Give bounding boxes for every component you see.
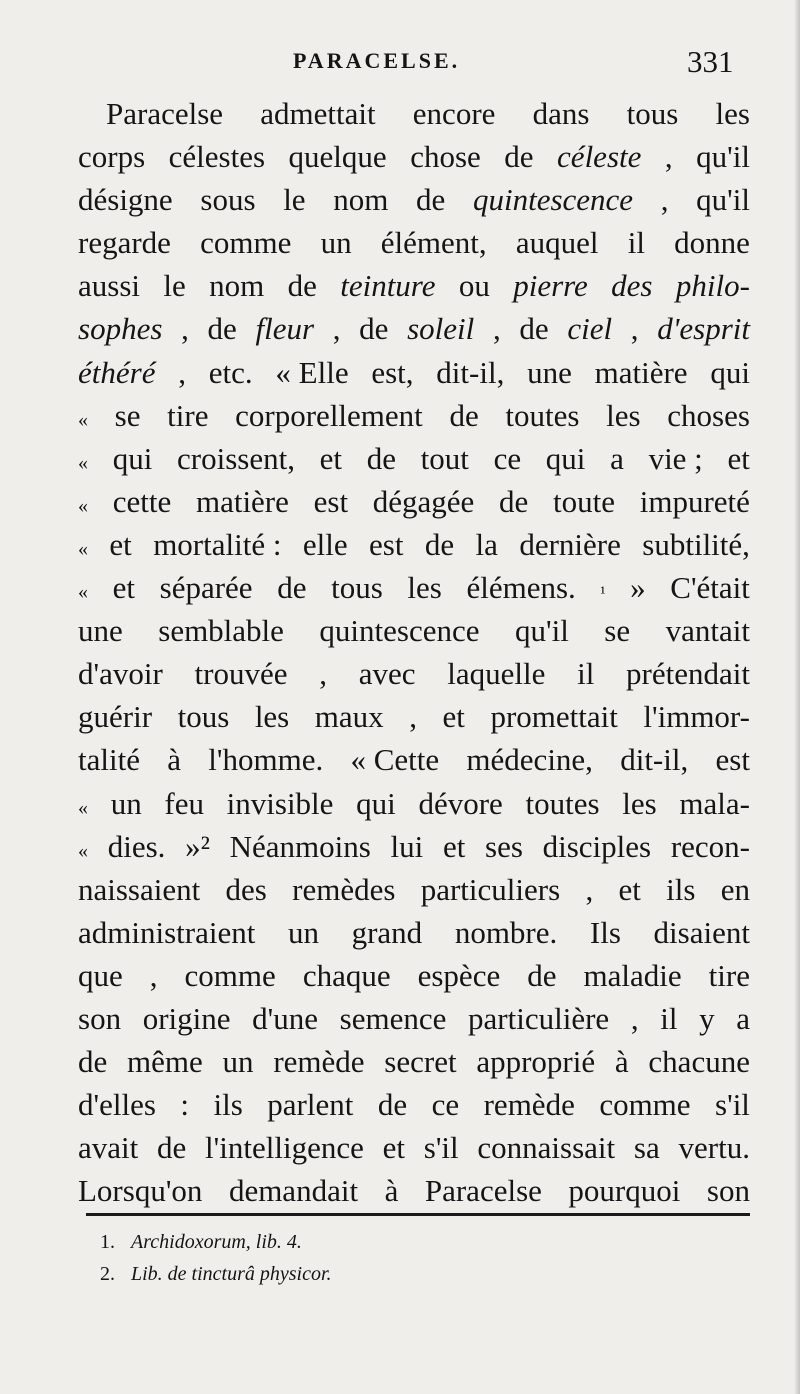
word: , — [149, 957, 158, 993]
word: laquelle — [447, 656, 546, 692]
footnote-number: 1. — [100, 1231, 115, 1253]
word: particuliers — [420, 871, 561, 907]
word: et — [442, 828, 466, 864]
word: croissent, — [177, 440, 295, 476]
word: de — [78, 1044, 108, 1080]
word: de — [277, 570, 307, 606]
word: nom — [333, 182, 389, 218]
text-line — [78, 1040, 750, 1083]
text-line — [78, 825, 750, 868]
text-line — [78, 738, 750, 781]
text-line — [78, 351, 750, 394]
word: ou — [458, 268, 490, 304]
word: feu — [164, 785, 204, 821]
word: auquel — [515, 225, 599, 261]
word: toute — [553, 483, 616, 519]
word: les — [606, 397, 641, 433]
text-line — [78, 394, 750, 437]
word: , — [664, 139, 673, 175]
word: d'une — [252, 1000, 319, 1036]
word: disciples — [542, 828, 652, 864]
text-line — [78, 782, 750, 825]
word: se — [114, 397, 141, 433]
word: « Cette — [350, 742, 440, 778]
word: origine — [142, 1000, 231, 1036]
text-line — [78, 92, 750, 135]
footnote-text: Archidoxorum, lib. 4. — [131, 1231, 302, 1253]
text-line — [78, 221, 750, 264]
word: « Elle — [275, 354, 349, 390]
word: remède — [273, 1044, 365, 1080]
word: toutes — [505, 397, 580, 433]
word: corporellement — [235, 397, 423, 433]
word: etc. — [208, 354, 253, 390]
word: de — [287, 268, 317, 304]
word: quintescence — [319, 613, 480, 649]
running-head: PARACELSE. — [293, 48, 461, 73]
word: l'intelligence — [205, 1130, 364, 1166]
word: et — [112, 570, 135, 606]
word: semence — [339, 1000, 447, 1036]
word: choses — [667, 397, 750, 433]
word: quintescence — [472, 182, 634, 218]
word: à — [167, 742, 182, 778]
word: matière — [594, 354, 688, 390]
word: subtilité, — [642, 526, 750, 562]
word: approprié — [476, 1044, 596, 1080]
page-number: 331 — [687, 44, 734, 79]
word: dit-il, — [436, 354, 505, 390]
word: tout — [420, 440, 469, 476]
word: est, — [371, 354, 414, 390]
word: se — [604, 613, 631, 649]
text-line — [78, 307, 750, 350]
word: élément, — [380, 225, 487, 261]
word: tire — [708, 957, 750, 993]
word: il — [660, 1000, 678, 1036]
word: Lorsqu'on — [78, 1173, 203, 1209]
word: , — [319, 656, 327, 692]
word: dies. — [107, 828, 166, 864]
word: s'il — [715, 1087, 750, 1123]
word: un — [320, 225, 352, 261]
word: soleil — [407, 311, 475, 347]
word: administraient — [78, 914, 256, 950]
word: ce — [493, 440, 522, 476]
text-line — [78, 1126, 750, 1169]
text-line — [78, 954, 750, 997]
word: impureté — [639, 483, 750, 519]
word: remède — [483, 1087, 575, 1123]
word: regarde — [78, 225, 171, 261]
word: un — [287, 914, 319, 950]
text-line — [78, 480, 750, 523]
footnotes — [100, 1226, 700, 1290]
word: de — [424, 526, 455, 562]
word: vie ; — [648, 440, 703, 476]
word: de — [519, 311, 549, 347]
word: éthéré — [78, 354, 156, 390]
footnote-number: 2. — [100, 1263, 115, 1285]
page-header — [0, 44, 800, 84]
word: prétendait — [626, 656, 750, 692]
word: et — [319, 440, 343, 476]
word: de — [416, 182, 446, 218]
word: pierre — [513, 268, 588, 304]
word: « — [78, 581, 88, 604]
word: l'immor- — [643, 699, 750, 735]
word: nombre. — [454, 914, 558, 950]
word: même — [127, 1044, 203, 1080]
word: comme — [184, 957, 276, 993]
word: dernière — [519, 526, 621, 562]
word: les — [254, 699, 290, 735]
body-text — [78, 92, 750, 1212]
word: sophes — [78, 311, 163, 347]
word: avec — [358, 656, 416, 692]
word: qui — [545, 440, 586, 476]
word: secret — [384, 1044, 457, 1080]
word: et — [382, 1130, 405, 1166]
word: remèdes — [292, 871, 396, 907]
word: encore — [412, 96, 496, 131]
word: qui — [112, 440, 153, 476]
word: chaque — [302, 957, 391, 993]
word: chose — [410, 139, 481, 175]
word: , — [332, 311, 341, 347]
word: ses — [485, 828, 523, 864]
word: « — [78, 839, 88, 862]
word: tous — [626, 96, 679, 131]
word: qu'il — [696, 139, 750, 175]
word: cette — [112, 483, 172, 519]
word: ils — [666, 871, 696, 907]
word: matière — [195, 483, 289, 519]
word: il — [627, 225, 645, 261]
word: des — [611, 268, 653, 304]
word: pourquoi — [568, 1173, 681, 1209]
word: y — [699, 1000, 715, 1036]
text-line — [78, 868, 750, 911]
word: un — [222, 1044, 254, 1080]
word: teinture — [340, 268, 436, 304]
word: Paracelse — [106, 96, 224, 131]
page-edge-shadow — [794, 0, 800, 1394]
word: est — [715, 742, 750, 778]
word: maladie — [583, 957, 682, 993]
text-line — [78, 1169, 750, 1212]
word: est — [369, 526, 404, 562]
word: quelque — [288, 139, 387, 175]
text-line — [78, 178, 750, 221]
word: vantait — [665, 613, 750, 649]
word: » — [630, 570, 646, 606]
word: les — [407, 570, 442, 606]
word: mala- — [679, 785, 750, 821]
word: des — [225, 871, 267, 907]
word: sous — [200, 182, 256, 218]
word: que — [78, 957, 123, 993]
word: tous — [177, 699, 230, 735]
word: a — [736, 1000, 750, 1036]
word: comme — [200, 225, 292, 261]
text-line — [78, 1083, 750, 1126]
word: naissaient — [78, 871, 201, 907]
word: les — [715, 96, 750, 131]
word: est — [313, 483, 349, 519]
word: désigne — [78, 182, 173, 218]
word: une — [527, 354, 572, 390]
word: de — [449, 397, 479, 433]
word: Ils — [589, 914, 621, 950]
word: qui — [710, 354, 750, 390]
word: trouvée — [194, 656, 288, 692]
word: , — [660, 182, 669, 218]
word: tous — [331, 570, 383, 606]
text-line — [78, 695, 750, 738]
word: fleur — [255, 311, 315, 347]
word: , — [630, 311, 639, 347]
word: parlent — [267, 1087, 354, 1123]
word: grand — [351, 914, 423, 950]
word: le — [163, 268, 186, 304]
word: qu'il — [696, 182, 750, 218]
text-line: « et séparée de tous les élémens. ¹ » C'était — [78, 566, 750, 609]
word: à — [614, 1044, 629, 1080]
footnote-rule — [86, 1213, 750, 1216]
word: céleste — [557, 139, 642, 175]
word: dit-il, — [620, 742, 689, 778]
word: ce — [431, 1087, 460, 1123]
word: maux — [314, 699, 384, 735]
word: semblable — [158, 613, 284, 649]
text-line — [78, 264, 750, 307]
word: disaient — [653, 914, 750, 950]
word: toutes — [525, 785, 600, 821]
word: l'homme. — [208, 742, 324, 778]
word: avait — [78, 1130, 139, 1166]
word: Paracelse — [424, 1173, 542, 1209]
word: , — [492, 311, 501, 347]
word: « — [78, 494, 88, 517]
word: de — [377, 1087, 408, 1123]
word: admettait — [260, 96, 376, 131]
word: il — [577, 656, 595, 692]
word: recon- — [670, 828, 750, 864]
word: de — [359, 311, 389, 347]
word: donne — [674, 225, 750, 261]
word: et — [618, 871, 641, 907]
word: d'avoir — [78, 656, 163, 692]
word: invisible — [226, 785, 334, 821]
footnote-2 — [100, 1258, 700, 1290]
word: corps — [78, 139, 146, 175]
word: s'il — [423, 1130, 459, 1166]
word: comme — [599, 1087, 691, 1123]
word: lui — [390, 828, 424, 864]
word: elle — [302, 526, 348, 562]
word: »² — [185, 828, 210, 864]
word: dans — [532, 96, 590, 131]
word: aussi — [78, 268, 140, 304]
word: en — [720, 871, 750, 907]
word: célestes — [168, 139, 266, 175]
word: ils — [213, 1087, 243, 1123]
word: , — [630, 1000, 639, 1036]
text-line — [78, 437, 750, 480]
word: connaissait — [477, 1130, 616, 1166]
word: : — [180, 1087, 190, 1123]
word: et — [727, 440, 750, 476]
word: ciel — [567, 311, 613, 347]
word: les — [622, 785, 657, 821]
word: élémens. — [466, 570, 576, 606]
text-line — [78, 997, 750, 1040]
word: talité — [78, 742, 140, 778]
word: de — [157, 1130, 187, 1166]
word: « — [78, 408, 88, 431]
word: de — [527, 957, 557, 993]
word: séparée — [159, 570, 253, 606]
word: une — [78, 613, 123, 649]
word: tire — [167, 397, 209, 433]
word: nom — [209, 268, 265, 304]
word: de — [499, 483, 529, 519]
text-line — [78, 609, 750, 652]
word: de — [366, 440, 396, 476]
word: « — [78, 796, 88, 819]
word: de — [504, 139, 534, 175]
text-line — [78, 135, 750, 178]
word: dévore — [418, 785, 503, 821]
word: médecine, — [466, 742, 593, 778]
word: « — [78, 537, 88, 560]
word: et — [442, 699, 465, 735]
word: son — [78, 1000, 122, 1036]
word: demandait — [228, 1173, 359, 1209]
word: guérir — [78, 699, 153, 735]
word: à — [384, 1173, 399, 1209]
word: qui — [356, 785, 396, 821]
text-line — [78, 911, 750, 954]
text-line — [78, 523, 750, 566]
word: particulière — [468, 1000, 610, 1036]
word: , — [178, 354, 186, 390]
word: C'était — [670, 570, 750, 606]
word: son — [706, 1173, 750, 1209]
word: Néanmoins — [229, 828, 371, 864]
word: et — [109, 526, 132, 562]
word: d'esprit — [657, 311, 750, 347]
word: de — [207, 311, 237, 347]
word: « — [78, 451, 88, 474]
word: philo- — [675, 268, 750, 304]
word: un — [110, 785, 142, 821]
word: chacune — [648, 1044, 750, 1080]
word: dégagée — [372, 483, 475, 519]
word: qu'il — [515, 613, 569, 649]
word: a — [610, 440, 624, 476]
word: , — [409, 699, 417, 735]
word: espèce — [417, 957, 501, 993]
word: promettait — [490, 699, 618, 735]
word: vertu. — [678, 1130, 750, 1166]
word: , — [585, 871, 594, 907]
text-line — [78, 652, 750, 695]
footnote-text: Lib. de tincturâ physicor. — [131, 1263, 332, 1285]
word: d'elles — [78, 1087, 156, 1123]
footnote-1 — [100, 1226, 700, 1258]
word: mortalité : — [153, 526, 282, 562]
word: , — [181, 311, 189, 347]
word: sa — [633, 1130, 660, 1166]
word: la — [475, 526, 498, 562]
word: le — [283, 182, 306, 218]
